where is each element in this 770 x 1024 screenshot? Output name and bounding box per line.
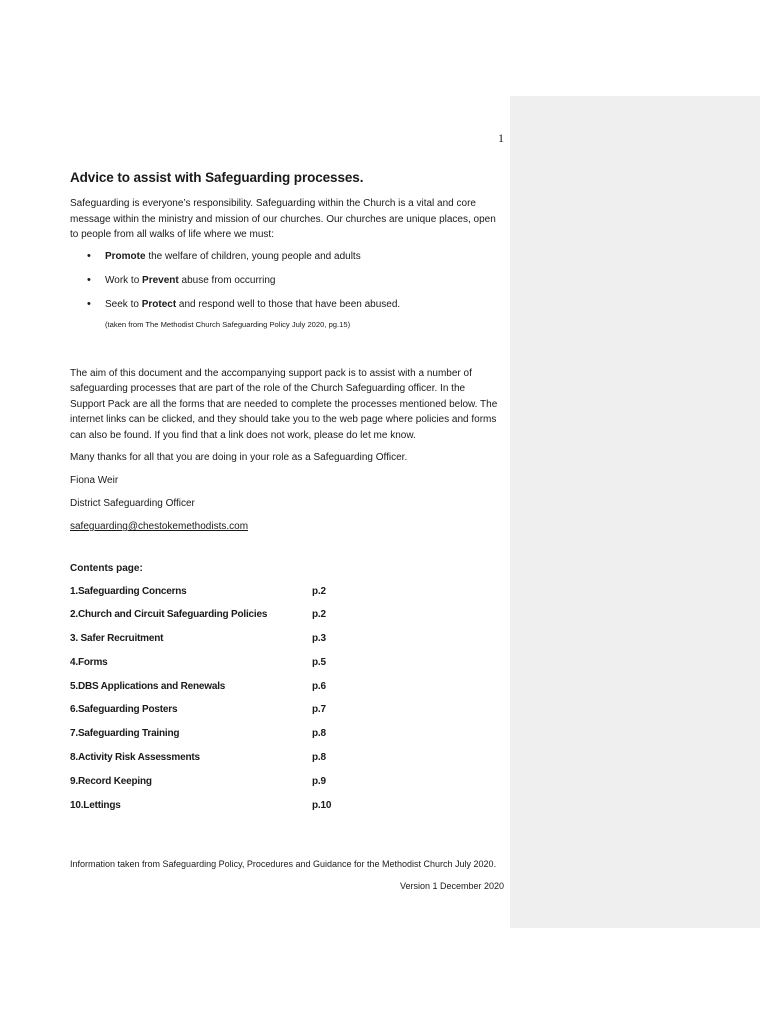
contents-item-page: p.3 bbox=[312, 633, 326, 645]
contents-list bbox=[70, 584, 502, 822]
contents-item-page: p.7 bbox=[312, 704, 326, 716]
contents-row bbox=[70, 702, 502, 726]
contents-item-page: p.8 bbox=[312, 728, 326, 740]
intro-paragraph: Safeguarding is everyone’s responsibility. Safeguarding within the Church is a vital and core message within the ministry and mission of our churches. Our churches are unique places, open to people from all walks of life where we must: bbox=[70, 198, 496, 240]
contents-item-label: 1.Safeguarding Concerns bbox=[70, 585, 187, 597]
contents-item-label: 10.Lettings bbox=[70, 799, 121, 811]
contents-title: Contents page: bbox=[70, 562, 143, 574]
document-title: Advice to assist with Safeguarding processes. bbox=[70, 170, 364, 185]
aim-paragraph: The aim of this document and the accompanying support pack is to assist with a number of safeguarding processes that are part of the role of the Church Safeguarding officer. In the Support Pack are all the forms that are needed to complete the processes mentioned below. The internet links can be clicked, and they should take you to the web page where policies and forms can also be found. If you find that a link does not work, please do let me know. bbox=[70, 367, 498, 441]
signature-role: District Safeguarding Officer bbox=[70, 498, 195, 509]
contents-item-label: 9.Record Keeping bbox=[70, 775, 152, 787]
contents-item-page: p.2 bbox=[312, 609, 326, 621]
contents-item-label: 3. Safer Recruitment bbox=[70, 633, 164, 645]
contents-item-page: p.8 bbox=[312, 752, 326, 764]
email-link[interactable]: safeguarding@chestokemethodists.com bbox=[70, 521, 249, 532]
contents-item-page: p.2 bbox=[312, 585, 326, 597]
contents-row bbox=[70, 798, 502, 822]
version-label: Version 1 December 2020 bbox=[399, 881, 504, 891]
contents-row bbox=[70, 631, 502, 655]
bullet-item-protect: • Seek to Protect and respond well to those that have been abused. bbox=[70, 297, 502, 313]
contents-item-label: 8.Activity Risk Assessments bbox=[70, 752, 200, 764]
contents-item-label: 7.Safeguarding Training bbox=[70, 728, 180, 740]
signature-name: Fiona Weir bbox=[70, 475, 119, 486]
thanks-paragraph: Many thanks for all that you are doing in your role as a Safeguarding Officer. bbox=[70, 452, 408, 463]
contents-item-page: p.5 bbox=[312, 656, 326, 668]
document-body bbox=[70, 168, 502, 821]
footer-note: Information taken from Safeguarding Policy, Procedures and Guidance for the Methodist Church July 2020. bbox=[70, 859, 497, 869]
contents-item-label: 5.DBS Applications and Renewals bbox=[70, 680, 226, 692]
contents-row bbox=[70, 607, 502, 631]
contents-item-page: p.10 bbox=[312, 799, 332, 811]
bullet-item-prevent: • Work to Prevent abuse from occurring bbox=[70, 273, 502, 289]
contents-row bbox=[70, 655, 502, 679]
contents-item-label: 2.Church and Circuit Safeguarding Policies bbox=[70, 609, 268, 621]
contents-item-label: 6.Safeguarding Posters bbox=[70, 704, 178, 716]
contents-row bbox=[70, 679, 502, 703]
comment-pane bbox=[510, 96, 760, 928]
source-note: (taken from The Methodist Church Safeguarding Policy July 2020, pg.15) bbox=[105, 319, 351, 329]
contents-item-page: p.6 bbox=[312, 680, 326, 692]
contents-row bbox=[70, 584, 502, 608]
contents-row bbox=[70, 750, 502, 774]
bullet-item-promote: • Promote the welfare of children, young people and adults bbox=[70, 249, 502, 265]
contents-item-page: p.9 bbox=[312, 775, 326, 787]
contents-row bbox=[70, 726, 502, 750]
contents-item-label: 4.Forms bbox=[70, 656, 108, 668]
page-number: 1 bbox=[498, 131, 504, 145]
bullet-list bbox=[70, 249, 502, 313]
contents-row bbox=[70, 774, 502, 798]
